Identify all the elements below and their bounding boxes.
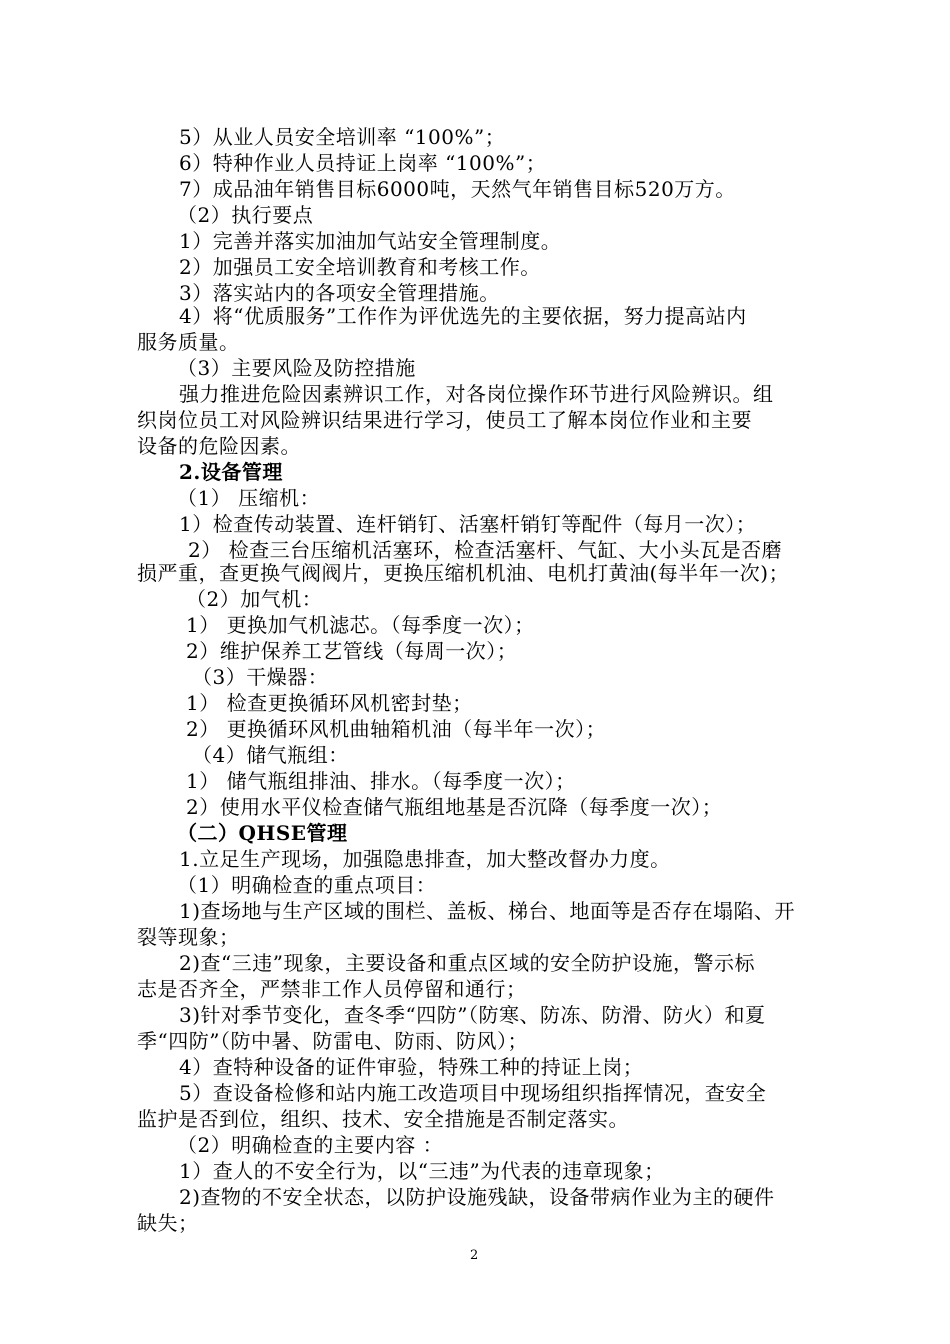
text-line: 志是否齐全，严禁非工作人员停留和通行； — [137, 977, 527, 1001]
text-line: 服务质量。 — [137, 330, 240, 354]
text-line: 2） 更换循环风机曲轴箱机油（每半年一次）； — [186, 717, 607, 741]
text-line: （1）明确检查的重点项目： — [177, 873, 437, 897]
text-line: 4）查特种设备的证件审验，特殊工种的持证上岗； — [179, 1055, 644, 1079]
section-heading: （二）QHSE管理 — [177, 821, 348, 845]
text-line: 裂等现象； — [137, 925, 240, 949]
text-line: 1）完善并落实加油加气站安全管理制度。 — [179, 229, 562, 253]
text-line: 季“四防”（防中暑、防雷电、防雨、防风）； — [137, 1029, 528, 1053]
text-line: 2） 检查三台压缩机活塞环，检查活塞杆、气缸、大小头瓦是否磨 — [188, 538, 783, 562]
text-line: 缺失； — [137, 1211, 199, 1235]
text-line: 4）将“优质服务”工作作为评优选先的主要依据，努力提高站内 — [179, 304, 747, 328]
text-line: 设备的危险因素。 — [137, 434, 301, 458]
text-line: 1）检查传动装置、连杆销钉、活塞杆销钉等配件（每月一次）； — [179, 512, 757, 536]
text-line: （2）加气机： — [186, 587, 323, 611]
text-line: 5）从业人员安全培训率 “100%”； — [179, 125, 506, 149]
text-line: 1） 储气瓶组排油、排水。（每季度一次）； — [186, 769, 576, 793]
text-line: 1)查场地与生产区域的围栏、盖板、梯台、地面等是否存在塌陷、开 — [179, 899, 796, 923]
text-line: 1） 检查更换循环风机密封垫； — [186, 691, 473, 715]
text-line: 损严重，查更换气阀阀片，更换压缩机机油、电机打黄油(每半年一次)； — [137, 561, 790, 585]
section-heading: 2.设备管理 — [179, 460, 283, 484]
text-line: 3)针对季节变化，查冬季“四防”（防寒、防冻、防滑、防火）和夏 — [179, 1003, 766, 1027]
text-line: 3）落实站内的各项安全管理措施。 — [179, 281, 500, 305]
text-line: （2）明确检查的主要内容 ： — [177, 1133, 444, 1157]
text-line: 2)查物的不安全状态，以防护设施残缺，设备带病作业为主的硬件 — [179, 1185, 775, 1209]
text-line: 1） 更换加气机滤芯。（每季度一次）； — [186, 613, 535, 637]
text-line: （1） 压缩机： — [177, 486, 321, 510]
text-line: （3）干燥器： — [192, 665, 329, 689]
text-line: 强力推进危险因素辨识工作，对各岗位操作环节进行风险辨识。组 — [179, 382, 774, 406]
text-line: 6）特种作业人员持证上岗率 “100%”； — [179, 151, 547, 175]
text-line: （3）主要风险及防控措施 — [177, 356, 416, 380]
page-number: 2 — [470, 1248, 479, 1263]
text-line: 7）成品油年销售目标6000吨，天然气年销售目标520万方。 — [179, 177, 736, 201]
text-line: 2）维护保养工艺管线（每周一次）； — [186, 639, 518, 663]
text-line: 1）查人的不安全行为，以“三违”为代表的违章现象； — [179, 1159, 665, 1183]
text-line: （4）储气瓶组： — [192, 743, 349, 767]
text-line: 织岗位员工对风险辨识结果进行学习，使员工了解本岗位作业和主要 — [137, 408, 752, 432]
text-line: 2）加强员工安全培训教育和考核工作。 — [179, 255, 541, 279]
text-line: 2)查“三违”现象，主要设备和重点区域的安全防护设施，警示标 — [179, 951, 755, 975]
text-line: （2）执行要点 — [177, 203, 314, 227]
text-line: 监护是否到位，组织、技术、安全措施是否制定落实。 — [137, 1107, 629, 1131]
text-line: 2）使用水平仪检查储气瓶组地基是否沉降（每季度一次）； — [186, 795, 723, 819]
text-line: 5）查设备检修和站内施工改造项目中现场组织指挥情况，查安全 — [179, 1081, 767, 1105]
text-line: 1.立足生产现场，加强隐患排查，加大整改督办力度。 — [179, 847, 671, 871]
